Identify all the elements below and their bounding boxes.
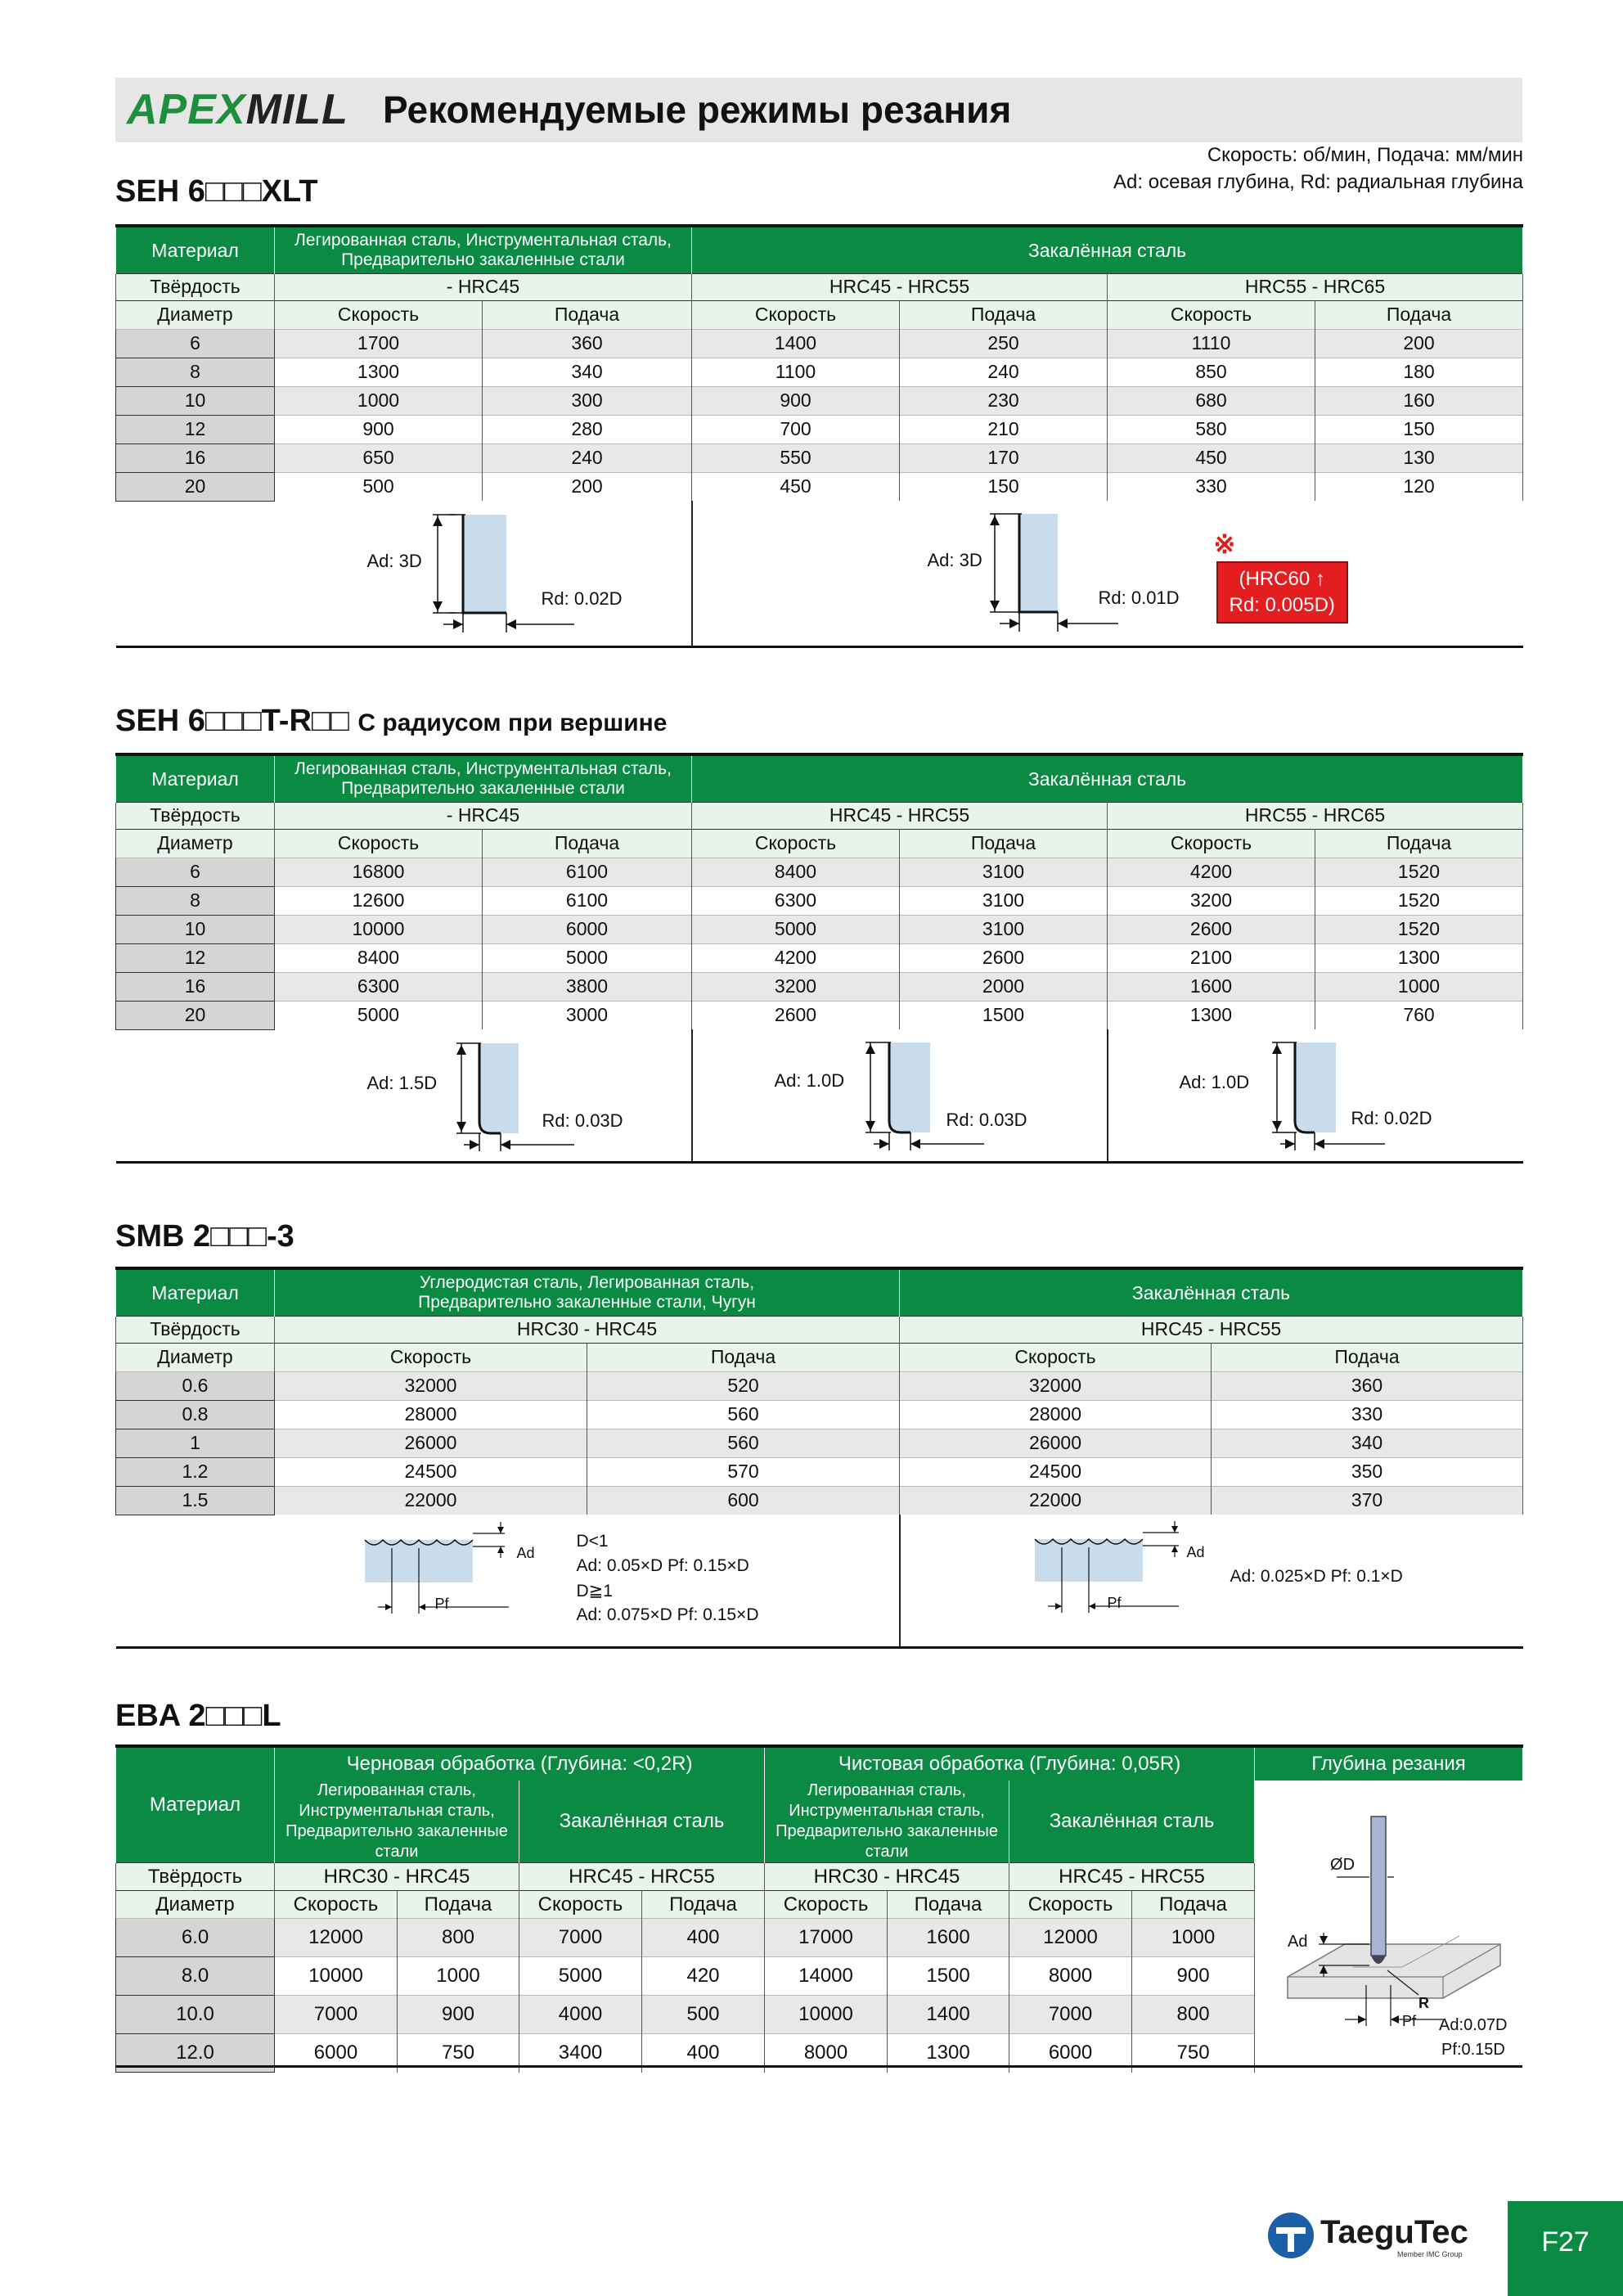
taegutec-emblem-icon <box>1266 2211 1315 2260</box>
header-hardness: Твёрдость <box>116 1863 275 1891</box>
value-cell: 5000 <box>275 1001 483 1029</box>
header-feed: Подача <box>900 829 1108 858</box>
value-cell: 5000 <box>692 915 900 943</box>
value-cell: 3100 <box>900 886 1108 915</box>
hardness-range-2: HRC45 - HRC55 <box>1009 1863 1255 1891</box>
fig1-line-1: D<1 <box>576 1531 609 1551</box>
fig1-rd-label: Rd: 0.03D <box>542 1110 623 1131</box>
note-line-1: (HRC60 ↑ <box>1239 568 1325 590</box>
fig1-rd-label: Rd: 0.02D <box>541 588 623 609</box>
value-cell: 1600 <box>1108 972 1315 1001</box>
header-material-hardened: Закалённая сталь <box>692 226 1523 273</box>
header-roughing: Черновая обработка (Глубина: <0,2R) <box>275 1746 765 1781</box>
value-cell: 370 <box>1212 1486 1523 1515</box>
figure-cell-1 <box>116 1515 900 1647</box>
section-title-eba: EBA 2□□□L <box>115 1699 281 1733</box>
figure-cell-2 <box>692 501 1523 646</box>
value-cell: 550 <box>692 443 900 472</box>
table-row <box>116 1001 1523 1029</box>
value-cell: 7000 <box>519 1919 642 1957</box>
value-cell: 24500 <box>275 1457 587 1486</box>
ball-mill-diagram-2 <box>901 1515 1524 1647</box>
fig2-rd-label: Rd: 0.01D <box>1098 588 1180 608</box>
value-cell: 600 <box>587 1486 900 1515</box>
value-cell: 800 <box>1132 1996 1255 2034</box>
figure-cell-3 <box>1108 1029 1523 1162</box>
header-speed: Скорость <box>692 829 900 858</box>
header-hardness: Твёрдость <box>116 1316 275 1343</box>
value-cell: 6100 <box>483 858 692 886</box>
header-hardness: Твёрдость <box>116 273 275 300</box>
value-cell: 28000 <box>900 1400 1212 1429</box>
value-cell: 4200 <box>692 943 900 972</box>
header-feed: Подача <box>1315 300 1523 329</box>
value-cell: 1500 <box>888 1957 1009 1996</box>
hardness-range-1: HRC30 - HRC45 <box>275 1863 519 1891</box>
brand-name: TaeguTec <box>1320 2214 1468 2250</box>
fig-pf-value: Pf:0.15D <box>1441 2041 1505 2059</box>
table-row <box>116 858 1523 886</box>
header-material-hardened: Закалённая сталь <box>900 1268 1523 1316</box>
header-speed: Скорость <box>765 1891 888 1919</box>
table-row <box>116 386 1523 415</box>
header-speed: Скорость <box>692 300 900 329</box>
value-cell: 240 <box>483 443 692 472</box>
value-cell: 210 <box>900 415 1108 443</box>
header-material-hardened-rough: Закалённая сталь <box>519 1781 765 1863</box>
fig-pf-label: Pf <box>1402 2013 1417 2029</box>
depth-diagram-2 <box>693 501 1524 646</box>
fig1-ad-label: Ad: 1.5D <box>366 1072 438 1093</box>
table-row <box>116 415 1523 443</box>
value-cell: 3400 <box>519 2034 642 2073</box>
hardness-range-3: HRC55 - HRC65 <box>1108 273 1523 300</box>
header-speed: Скорость <box>900 1343 1212 1371</box>
value-cell: 1000 <box>275 386 483 415</box>
header-speed: Скорость <box>275 300 483 329</box>
header-feed: Подача <box>398 1891 519 1919</box>
value-cell: 160 <box>1315 386 1523 415</box>
value-cell: 340 <box>483 358 692 386</box>
eba-figure-cell <box>1255 1781 1523 2059</box>
table-row <box>116 943 1523 972</box>
note-asterisk-mark: ※ <box>1213 529 1236 559</box>
value-cell: 3100 <box>900 915 1108 943</box>
value-cell: 200 <box>483 472 692 501</box>
header-feed: Подача <box>1315 829 1523 858</box>
note-hrc60-box <box>1216 561 1348 624</box>
value-cell: 2600 <box>900 943 1108 972</box>
value-cell: 8400 <box>275 943 483 972</box>
value-cell: 2600 <box>692 1001 900 1029</box>
page-title: Рекомендуемые режимы резания <box>383 88 1012 131</box>
header-finishing: Чистовая обработка (Глубина: 0,05R) <box>765 1746 1255 1781</box>
diameter-cell: 6 <box>116 858 275 886</box>
value-cell: 32000 <box>275 1371 587 1400</box>
section-title-seh-r: SEH 6□□□T-R□□ С радиусом при вершине <box>115 704 668 738</box>
value-cell: 5000 <box>483 943 692 972</box>
value-cell: 300 <box>483 386 692 415</box>
value-cell: 250 <box>900 329 1108 358</box>
section-subtitle-seh-r: С радиусом при вершине <box>357 709 668 736</box>
hardness-range-1: - HRC45 <box>275 273 692 300</box>
diameter-cell: 8 <box>116 358 275 386</box>
value-cell: 760 <box>1315 1001 1523 1029</box>
value-cell: 500 <box>642 1996 765 2034</box>
header-speed: Скорость <box>275 1343 587 1371</box>
header-material-alloy: Легированная сталь, Инструментальная сталь, Предварительно закаленные стали <box>275 754 692 802</box>
hardness-range-1: - HRC45 <box>275 802 692 829</box>
value-cell: 8400 <box>692 858 900 886</box>
value-cell: 2000 <box>900 972 1108 1001</box>
value-cell: 560 <box>587 1400 900 1429</box>
ball-mill-diagram-1 <box>116 1515 900 1648</box>
diameter-cell: 12.0 <box>116 2034 275 2073</box>
diameter-cell: 12 <box>116 943 275 972</box>
hardness-range-1: HRC30 - HRC45 <box>275 1316 900 1343</box>
value-cell: 10000 <box>275 1957 398 1996</box>
value-cell: 570 <box>587 1457 900 1486</box>
value-cell: 130 <box>1315 443 1523 472</box>
diameter-cell: 20 <box>116 472 275 501</box>
value-cell: 400 <box>642 1919 765 1957</box>
value-cell: 1300 <box>1315 943 1523 972</box>
section-title-seh-xlt: SEH 6□□□XLT <box>115 174 318 209</box>
value-cell: 280 <box>483 415 692 443</box>
header-speed: Скорость <box>1108 300 1315 329</box>
table-row <box>116 1457 1523 1486</box>
value-cell: 32000 <box>900 1371 1212 1400</box>
page-number: F27 <box>1508 2201 1623 2296</box>
fig2-ad-label: Ad <box>1186 1544 1205 1560</box>
value-cell: 10000 <box>275 915 483 943</box>
value-cell: 26000 <box>900 1429 1212 1457</box>
value-cell: 360 <box>1212 1371 1523 1400</box>
value-cell: 1300 <box>888 2034 1009 2073</box>
value-cell: 8000 <box>1009 1957 1132 1996</box>
section-title-smb: SMB 2□□□-3 <box>115 1219 294 1254</box>
value-cell: 1520 <box>1315 858 1523 886</box>
value-cell: 6000 <box>483 915 692 943</box>
header-material-hardened: Закалённая сталь <box>692 754 1523 802</box>
diameter-cell: 16 <box>116 443 275 472</box>
value-cell: 200 <box>1315 329 1523 358</box>
fig2-ad-label: Ad: 1.0D <box>774 1070 845 1091</box>
value-cell: 8000 <box>765 2034 888 2073</box>
value-cell: 24500 <box>900 1457 1212 1486</box>
value-cell: 560 <box>587 1429 900 1457</box>
value-cell: 1520 <box>1315 915 1523 943</box>
table-row <box>116 972 1523 1001</box>
value-cell: 360 <box>483 329 692 358</box>
fig2-pf-label: Pf <box>1107 1595 1122 1611</box>
header-material-hardened-finish: Закалённая сталь <box>1009 1781 1255 1863</box>
value-cell: 330 <box>1108 472 1315 501</box>
value-cell: 3000 <box>483 1001 692 1029</box>
value-cell: 1700 <box>275 329 483 358</box>
table-row <box>116 1371 1523 1400</box>
value-cell: 150 <box>900 472 1108 501</box>
value-cell: 7000 <box>275 1996 398 2034</box>
value-cell: 6100 <box>483 886 692 915</box>
table-row <box>116 472 1523 501</box>
table-row <box>116 886 1523 915</box>
value-cell: 170 <box>900 443 1108 472</box>
fig1-line-2: Ad: 0.05×D Pf: 0.15×D <box>576 1555 749 1575</box>
legend-line-2: Ad: осевая глубина, Rd: радиальная глубина <box>1113 171 1523 193</box>
value-cell: 420 <box>642 1957 765 1996</box>
value-cell: 1300 <box>275 358 483 386</box>
value-cell: 2600 <box>1108 915 1315 943</box>
value-cell: 3100 <box>900 858 1108 886</box>
value-cell: 1000 <box>1315 972 1523 1001</box>
diameter-cell: 6.0 <box>116 1919 275 1957</box>
value-cell: 12600 <box>275 886 483 915</box>
value-cell: 4000 <box>519 1996 642 2034</box>
header-material: Материал <box>116 1268 275 1316</box>
diameter-cell: 12 <box>116 415 275 443</box>
value-cell: 230 <box>900 386 1108 415</box>
value-cell: 28000 <box>275 1400 587 1429</box>
taegutec-logo <box>1266 2211 1468 2264</box>
value-cell: 26000 <box>275 1429 587 1457</box>
value-cell: 14000 <box>765 1957 888 1996</box>
table-row <box>116 915 1523 943</box>
hardness-range-2: HRC45 - HRC55 <box>692 273 1108 300</box>
value-cell: 6000 <box>275 2034 398 2073</box>
value-cell: 1000 <box>1132 1919 1255 1957</box>
header-feed: Подача <box>587 1343 900 1371</box>
header-feed: Подача <box>483 829 692 858</box>
fig-ad-value: Ad:0.07D <box>1439 2016 1508 2034</box>
value-cell: 5000 <box>519 1957 642 1996</box>
value-cell: 12000 <box>1009 1919 1132 1957</box>
table-smb <box>115 1267 1523 1649</box>
value-cell: 650 <box>275 443 483 472</box>
fig-od-label: ØD <box>1330 1856 1355 1874</box>
header-speed: Скорость <box>275 1891 398 1919</box>
value-cell: 1600 <box>888 1919 1009 1957</box>
diameter-cell: 10 <box>116 386 275 415</box>
header-feed: Подача <box>642 1891 765 1919</box>
header-speed: Скорость <box>275 829 483 858</box>
value-cell: 1100 <box>692 358 900 386</box>
header-hardness: Твёрдость <box>116 802 275 829</box>
fig1-ad-label: Ad <box>516 1544 535 1561</box>
figure-cell-1 <box>116 501 692 646</box>
value-cell: 500 <box>275 472 483 501</box>
header-feed: Подача <box>1132 1891 1255 1919</box>
value-cell: 900 <box>275 415 483 443</box>
table-row <box>116 1400 1523 1429</box>
value-cell: 22000 <box>275 1486 587 1515</box>
value-cell: 150 <box>1315 415 1523 443</box>
fig1-line-4: Ad: 0.075×D Pf: 0.15×D <box>576 1605 759 1624</box>
value-cell: 340 <box>1212 1429 1523 1457</box>
value-cell: 1000 <box>398 1957 519 1996</box>
diameter-cell: 1.2 <box>116 1457 275 1486</box>
value-cell: 6300 <box>275 972 483 1001</box>
value-cell: 3200 <box>692 972 900 1001</box>
header-material-alloy-rough: Легированная сталь, Инструментальная сталь, Предварительно закаленные стали <box>275 1781 519 1863</box>
eba-bottom-rule <box>115 2065 1522 2068</box>
diameter-cell: 0.6 <box>116 1371 275 1400</box>
value-cell: 800 <box>398 1919 519 1957</box>
value-cell: 450 <box>1108 443 1315 472</box>
header-material: Материал <box>116 226 275 273</box>
diameter-cell: 10.0 <box>116 1996 275 2034</box>
value-cell: 330 <box>1212 1400 1523 1429</box>
header-material-carbon: Углеродистая сталь, Легированная сталь, Предварительно закаленные стали, Чугун <box>275 1268 900 1316</box>
value-cell: 10000 <box>765 1996 888 2034</box>
value-cell: 3200 <box>1108 886 1315 915</box>
value-cell: 3800 <box>483 972 692 1001</box>
diameter-cell: 6 <box>116 329 275 358</box>
legend-line-1: Скорость: об/мин, Подача: мм/мин <box>1207 144 1523 166</box>
value-cell: 900 <box>692 386 900 415</box>
fig1-line-3: D≧1 <box>576 1581 613 1600</box>
value-cell: 22000 <box>900 1486 1212 1515</box>
fig3-rd-label: Rd: 0.02D <box>1351 1108 1432 1128</box>
diameter-cell: 1.5 <box>116 1486 275 1515</box>
diameter-cell: 8.0 <box>116 1957 275 1996</box>
diameter-cell: 8 <box>116 886 275 915</box>
diameter-cell: 10 <box>116 915 275 943</box>
brand-sub: Member IMC Group <box>1397 2250 1463 2258</box>
value-cell: 1400 <box>888 1996 1009 2034</box>
table-row <box>116 329 1523 358</box>
diameter-cell: 0.8 <box>116 1400 275 1429</box>
value-cell: 1500 <box>900 1001 1108 1029</box>
depth-diagram-3 <box>1108 1029 1524 1162</box>
value-cell: 4200 <box>1108 858 1315 886</box>
header-diameter: Диаметр <box>116 1343 275 1371</box>
value-cell: 520 <box>587 1371 900 1400</box>
header-material: Материал <box>116 754 275 802</box>
fig2-line-1: Ad: 0.025×D Pf: 0.1×D <box>1230 1567 1403 1586</box>
apexmill-logo: APEXMILL <box>127 86 348 133</box>
value-cell: 750 <box>398 2034 519 2073</box>
figure-cell-1 <box>116 1029 692 1162</box>
figure-cell-2 <box>900 1515 1523 1647</box>
value-cell: 1400 <box>692 329 900 358</box>
header-speed: Скорость <box>1009 1891 1132 1919</box>
value-cell: 700 <box>692 415 900 443</box>
diameter-cell: 16 <box>116 972 275 1001</box>
value-cell: 17000 <box>765 1919 888 1957</box>
value-cell: 680 <box>1108 386 1315 415</box>
value-cell: 16800 <box>275 858 483 886</box>
fig2-rd-label: Rd: 0.03D <box>946 1110 1027 1130</box>
header-speed: Скорость <box>519 1891 642 1919</box>
value-cell: 850 <box>1108 358 1315 386</box>
value-cell: 6000 <box>1009 2034 1132 2073</box>
value-cell: 900 <box>398 1996 519 2034</box>
header-speed: Скорость <box>1108 829 1315 858</box>
value-cell: 750 <box>1132 2034 1255 2073</box>
header-cut-depth: Глубина резания <box>1255 1746 1523 1781</box>
figure-cell-2 <box>692 1029 1108 1162</box>
hardness-range-1: HRC30 - HRC45 <box>765 1863 1009 1891</box>
fig-r-label: R <box>1418 1995 1430 2011</box>
header-diameter: Диаметр <box>116 300 275 329</box>
value-cell: 2100 <box>1108 943 1315 972</box>
value-cell: 450 <box>692 472 900 501</box>
header-material: Материал <box>116 1746 275 1863</box>
hardness-range-3: HRC55 - HRC65 <box>1108 802 1523 829</box>
value-cell: 350 <box>1212 1457 1523 1486</box>
fig1-pf-label: Pf <box>434 1595 449 1612</box>
header-feed: Подача <box>888 1891 1009 1919</box>
value-cell: 7000 <box>1009 1996 1132 2034</box>
header-material-alloy-finish: Легированная сталь, Инструментальная сталь, Предварительно закаленные стали <box>765 1781 1009 1863</box>
value-cell: 1520 <box>1315 886 1523 915</box>
value-cell: 580 <box>1108 415 1315 443</box>
table-seh-r <box>115 753 1523 1164</box>
hardness-range-2: HRC45 - HRC55 <box>692 802 1108 829</box>
fig-ad-label: Ad <box>1288 1933 1308 1951</box>
fig1-ad-label: Ad: 3D <box>366 550 422 571</box>
table-row <box>116 443 1523 472</box>
hardness-range-2: HRC45 - HRC55 <box>519 1863 765 1891</box>
value-cell: 240 <box>900 358 1108 386</box>
table-row <box>116 358 1523 386</box>
fig3-ad-label: Ad: 1.0D <box>1179 1072 1250 1092</box>
table-row <box>116 1486 1523 1515</box>
value-cell: 12000 <box>275 1919 398 1957</box>
value-cell: 1300 <box>1108 1001 1315 1029</box>
header-diameter: Диаметр <box>116 1891 275 1919</box>
table-seh-xlt <box>115 224 1523 648</box>
value-cell: 900 <box>1132 1957 1255 1996</box>
hardness-range-2: HRC45 - HRC55 <box>900 1316 1523 1343</box>
depth-diagram-2 <box>693 1029 1108 1162</box>
value-cell: 6300 <box>692 886 900 915</box>
table-row <box>116 1429 1523 1457</box>
table-eba <box>115 1745 1523 2073</box>
diameter-cell: 20 <box>116 1001 275 1029</box>
value-cell: 400 <box>642 2034 765 2073</box>
fig2-ad-label: Ad: 3D <box>927 550 982 570</box>
header-feed: Подача <box>900 300 1108 329</box>
header-feed: Подача <box>1212 1343 1523 1371</box>
value-cell: 1110 <box>1108 329 1315 358</box>
page-header <box>115 78 1522 142</box>
diameter-cell: 1 <box>116 1429 275 1457</box>
header-material-alloy: Легированная сталь, Инструментальная сталь, Предварительно закаленные стали <box>275 226 692 273</box>
value-cell: 180 <box>1315 358 1523 386</box>
note-line-2: Rd: 0.005D) <box>1229 594 1335 616</box>
header-diameter: Диаметр <box>116 829 275 858</box>
header-feed: Подача <box>483 300 692 329</box>
value-cell: 120 <box>1315 472 1523 501</box>
